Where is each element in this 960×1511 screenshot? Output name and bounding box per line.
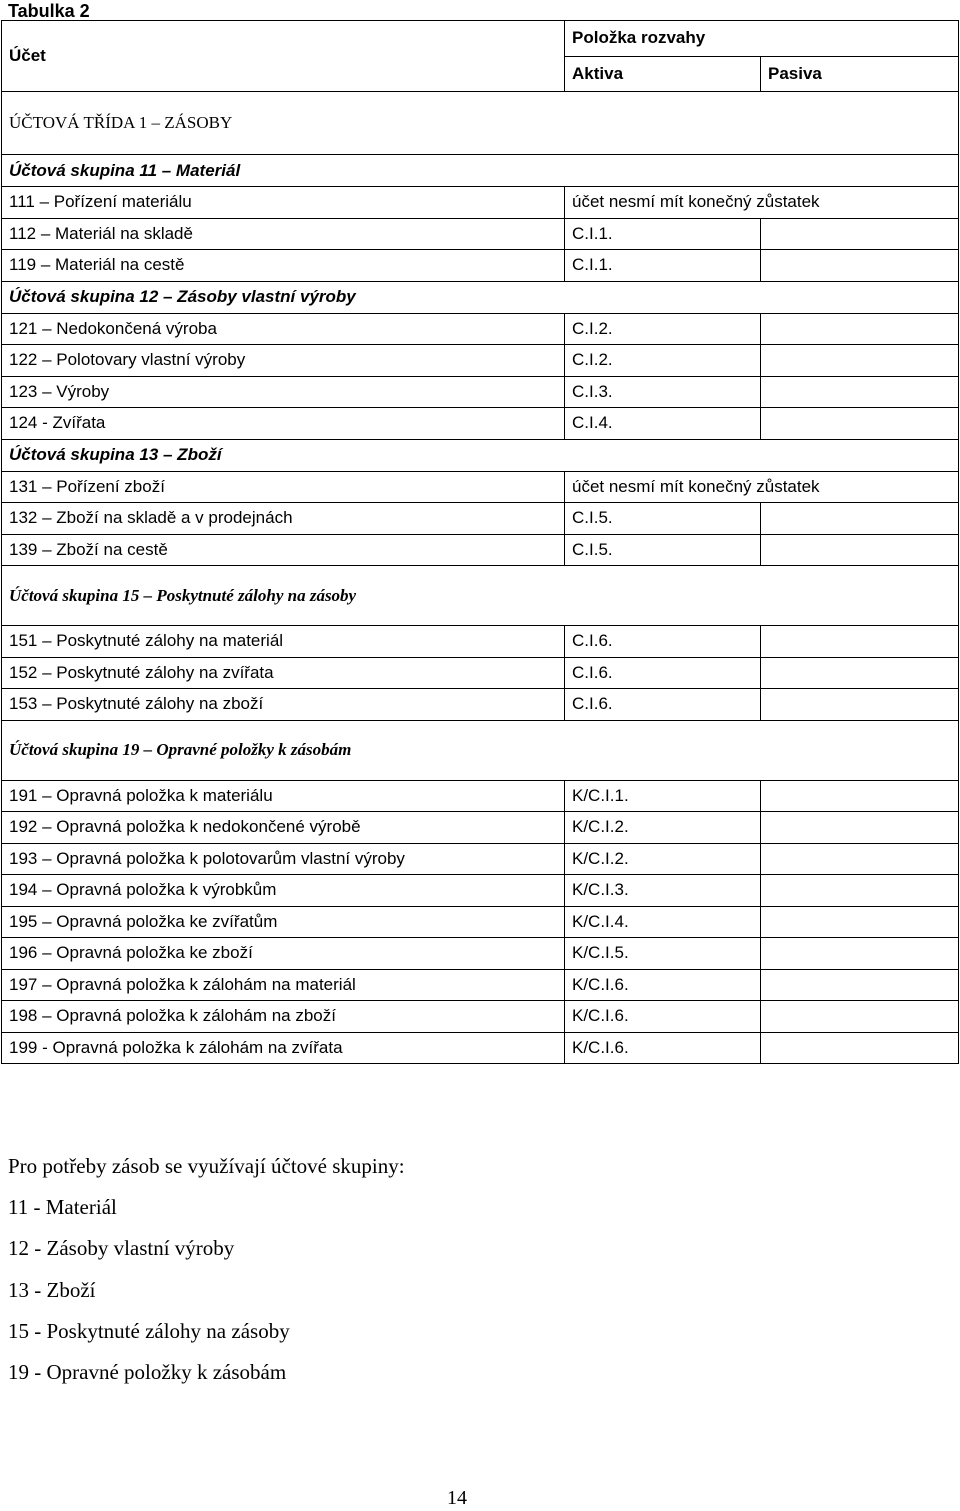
table-caption: Tabulka 2 — [8, 1, 90, 21]
group-row — [2, 439, 959, 471]
table-row — [2, 503, 959, 535]
note-cell: účet nesmí mít konečný zůstatek — [565, 187, 959, 219]
table-row — [2, 626, 959, 658]
assets-cell: K/C.I.2. — [565, 843, 761, 875]
liabilities-cell — [761, 345, 959, 377]
notes-item: 19 - Opravné položky k zásobám — [8, 1359, 287, 1384]
liabilities-cell — [761, 938, 959, 970]
header-balance-item: Položka rozvahy — [565, 21, 959, 57]
header-account: Účet — [2, 21, 565, 92]
account-cell: 198 – Opravná položka k zálohám na zboží — [2, 1001, 565, 1033]
assets-cell: C.I.6. — [565, 689, 761, 721]
account-cell: 195 – Opravná položka ke zvířatům — [2, 906, 565, 938]
table-row — [2, 1032, 959, 1064]
notes-intro: Pro potřeby zásob se využívají účtové skupiny: — [8, 1154, 405, 1178]
liabilities-cell — [761, 969, 959, 1001]
assets-cell: K/C.I.2. — [565, 812, 761, 844]
header-assets: Aktiva — [565, 56, 761, 92]
liabilities-cell — [761, 218, 959, 250]
table-row — [2, 313, 959, 345]
table-row — [2, 780, 959, 812]
liabilities-cell — [761, 313, 959, 345]
class-title-row — [2, 92, 959, 155]
group-title: Účtová skupina 13 – Zboží — [2, 439, 959, 471]
assets-cell: C.I.3. — [565, 376, 761, 408]
liabilities-cell — [761, 812, 959, 844]
group-row — [2, 155, 959, 187]
assets-cell: C.I.6. — [565, 626, 761, 658]
account-cell: 124 - Zvířata — [2, 408, 565, 440]
account-table-body — [2, 21, 959, 1064]
liabilities-cell — [761, 875, 959, 907]
liabilities-cell — [761, 503, 959, 535]
table-row — [2, 875, 959, 907]
account-cell: 197 – Opravná položka k zálohám na materiál — [2, 969, 565, 1001]
account-cell: 131 – Pořízení zboží — [2, 471, 565, 503]
assets-cell: K/C.I.3. — [565, 875, 761, 907]
header-liabilities: Pasiva — [761, 56, 959, 92]
table-row — [2, 689, 959, 721]
table-row — [2, 657, 959, 689]
assets-cell: C.I.2. — [565, 345, 761, 377]
table-row — [2, 1001, 959, 1033]
group-title: Účtová skupina 12 – Zásoby vlastní výroby — [2, 281, 959, 313]
notes-block — [8, 1152, 405, 1399]
table-row — [2, 408, 959, 440]
account-cell: 111 – Pořízení materiálu — [2, 187, 565, 219]
liabilities-cell — [761, 657, 959, 689]
liabilities-cell — [761, 689, 959, 721]
table-row — [2, 187, 959, 219]
assets-cell: C.I.5. — [565, 534, 761, 566]
liabilities-cell — [761, 780, 959, 812]
notes-item: 13 - Zboží — [8, 1277, 96, 1302]
table-row — [2, 345, 959, 377]
table-row — [2, 938, 959, 970]
account-cell: 199 - Opravná položka k zálohám na zvířata — [2, 1032, 565, 1064]
assets-cell: K/C.I.6. — [565, 969, 761, 1001]
class-title: ÚČTOVÁ TŘÍDA 1 – ZÁSOBY — [2, 92, 959, 155]
group-title: Účtová skupina 19 – Opravné položky k zásobám — [2, 720, 959, 780]
assets-cell: K/C.I.5. — [565, 938, 761, 970]
assets-cell: K/C.I.4. — [565, 906, 761, 938]
note-cell: účet nesmí mít konečný zůstatek — [565, 471, 959, 503]
liabilities-cell — [761, 843, 959, 875]
group-row — [2, 281, 959, 313]
assets-cell: K/C.I.1. — [565, 780, 761, 812]
assets-cell: C.I.5. — [565, 503, 761, 535]
account-cell: 194 – Opravná položka k výrobkům — [2, 875, 565, 907]
account-cell: 192 – Opravná položka k nedokončené výrobě — [2, 812, 565, 844]
account-cell: 153 – Poskytnuté zálohy na zboží — [2, 689, 565, 721]
liabilities-cell — [761, 1032, 959, 1064]
table-header-row — [2, 21, 959, 57]
assets-cell: K/C.I.6. — [565, 1001, 761, 1033]
liabilities-cell — [761, 626, 959, 658]
account-cell: 191 – Opravná položka k materiálu — [2, 780, 565, 812]
assets-cell: C.I.4. — [565, 408, 761, 440]
table-row — [2, 906, 959, 938]
table-row — [2, 812, 959, 844]
group-title: Účtová skupina 11 – Materiál — [2, 155, 959, 187]
table-row — [2, 969, 959, 1001]
table-row — [2, 471, 959, 503]
assets-cell: C.I.2. — [565, 313, 761, 345]
account-cell: 132 – Zboží na skladě a v prodejnách — [2, 503, 565, 535]
table-row — [2, 534, 959, 566]
account-cell: 193 – Opravná položka k polotovarům vlastní výroby — [2, 843, 565, 875]
liabilities-cell — [761, 906, 959, 938]
liabilities-cell — [761, 250, 959, 282]
group-row — [2, 566, 959, 626]
account-cell: 139 – Zboží na cestě — [2, 534, 565, 566]
liabilities-cell — [761, 534, 959, 566]
account-table — [1, 20, 959, 1064]
notes-item: 11 - Materiál — [8, 1195, 117, 1220]
notes-item: 12 - Zásoby vlastní výroby — [8, 1236, 235, 1261]
account-cell: 112 – Materiál na skladě — [2, 218, 565, 250]
account-cell: 119 – Materiál na cestě — [2, 250, 565, 282]
liabilities-cell — [761, 376, 959, 408]
table-row — [2, 843, 959, 875]
group-title: Účtová skupina 15 – Poskytnuté zálohy na zásoby — [2, 566, 959, 626]
notes-item: 15 - Poskytnuté zálohy na zásoby — [8, 1318, 290, 1343]
assets-cell: C.I.1. — [565, 218, 761, 250]
account-cell: 122 – Polotovary vlastní výroby — [2, 345, 565, 377]
table-row — [2, 218, 959, 250]
assets-cell: C.I.1. — [565, 250, 761, 282]
account-cell: 121 – Nedokončená výroba — [2, 313, 565, 345]
account-cell: 196 – Opravná položka ke zboží — [2, 938, 565, 970]
assets-cell: K/C.I.6. — [565, 1032, 761, 1064]
table-row — [2, 250, 959, 282]
account-cell: 152 – Poskytnuté zálohy na zvířata — [2, 657, 565, 689]
page-number: 14 — [447, 1487, 467, 1509]
account-cell: 123 – Výroby — [2, 376, 565, 408]
assets-cell: C.I.6. — [565, 657, 761, 689]
liabilities-cell — [761, 1001, 959, 1033]
group-row — [2, 720, 959, 780]
table-row — [2, 376, 959, 408]
liabilities-cell — [761, 408, 959, 440]
account-cell: 151 – Poskytnuté zálohy na materiál — [2, 626, 565, 658]
